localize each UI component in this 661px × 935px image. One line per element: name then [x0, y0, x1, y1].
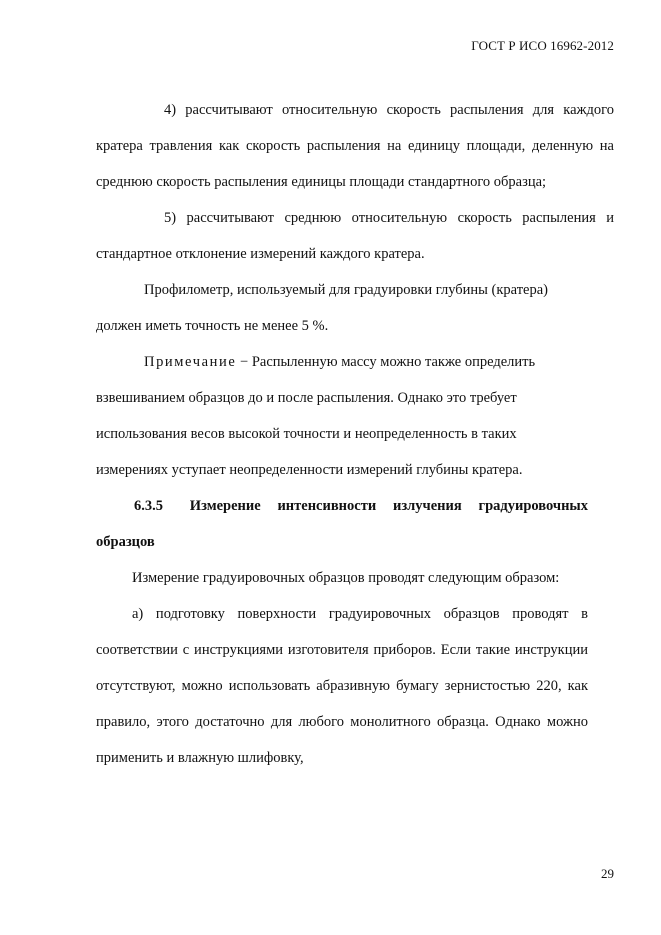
list-item-5: 5) рассчитывают среднюю относительную скорость распыления и стандартное отклонение измерений каждого кратера.: [96, 210, 614, 262]
list-item-4: 4) рассчитывают относительную скорость распыления для каждого кратера травления как скорость распыления на единицу площади, деленную на среднюю скорость распыления единицы площади стандартного образца;: [96, 102, 614, 190]
section-heading: [96, 488, 588, 560]
list-item-a: а) подготовку поверхности градуировочных образцов проводят в соответствии с инструкциями изготовителя приборов. Если такие инструкции отсутствуют, можно использовать абразивную бумагу зернистостью 220, как правило, этого достаточно для любого монолитного образца. Однако можно применить и влажную шлифовку,: [96, 606, 588, 766]
note-text: Распыленную массу можно также определить взвешиванием образцов до и после распыления. Однако это требует использования весов высокой точности и неопределенность в таких измерениях уступает неопределенности измерений глубины кратера.: [96, 354, 536, 478]
note-label: Примечание: [144, 354, 237, 370]
profilometer-paragraph: Профилометр, используемый для градуировки глубины (кратера) должен иметь точность не менее 5 %.: [96, 282, 548, 334]
document-header: ГОСТ Р ИСО 16962-2012: [471, 38, 614, 53]
section-title: Измерение интенсивности излучения градуировочных образцов: [96, 498, 589, 550]
page-content: [96, 92, 614, 776]
note-paragraph: [96, 344, 588, 488]
page-number: 29: [601, 866, 614, 881]
measure-intro-paragraph: Измерение градуировочных образцов проводят следующим образом:: [132, 570, 560, 586]
note-dash: −: [236, 354, 252, 370]
section-number: 6.3.5: [134, 498, 163, 514]
